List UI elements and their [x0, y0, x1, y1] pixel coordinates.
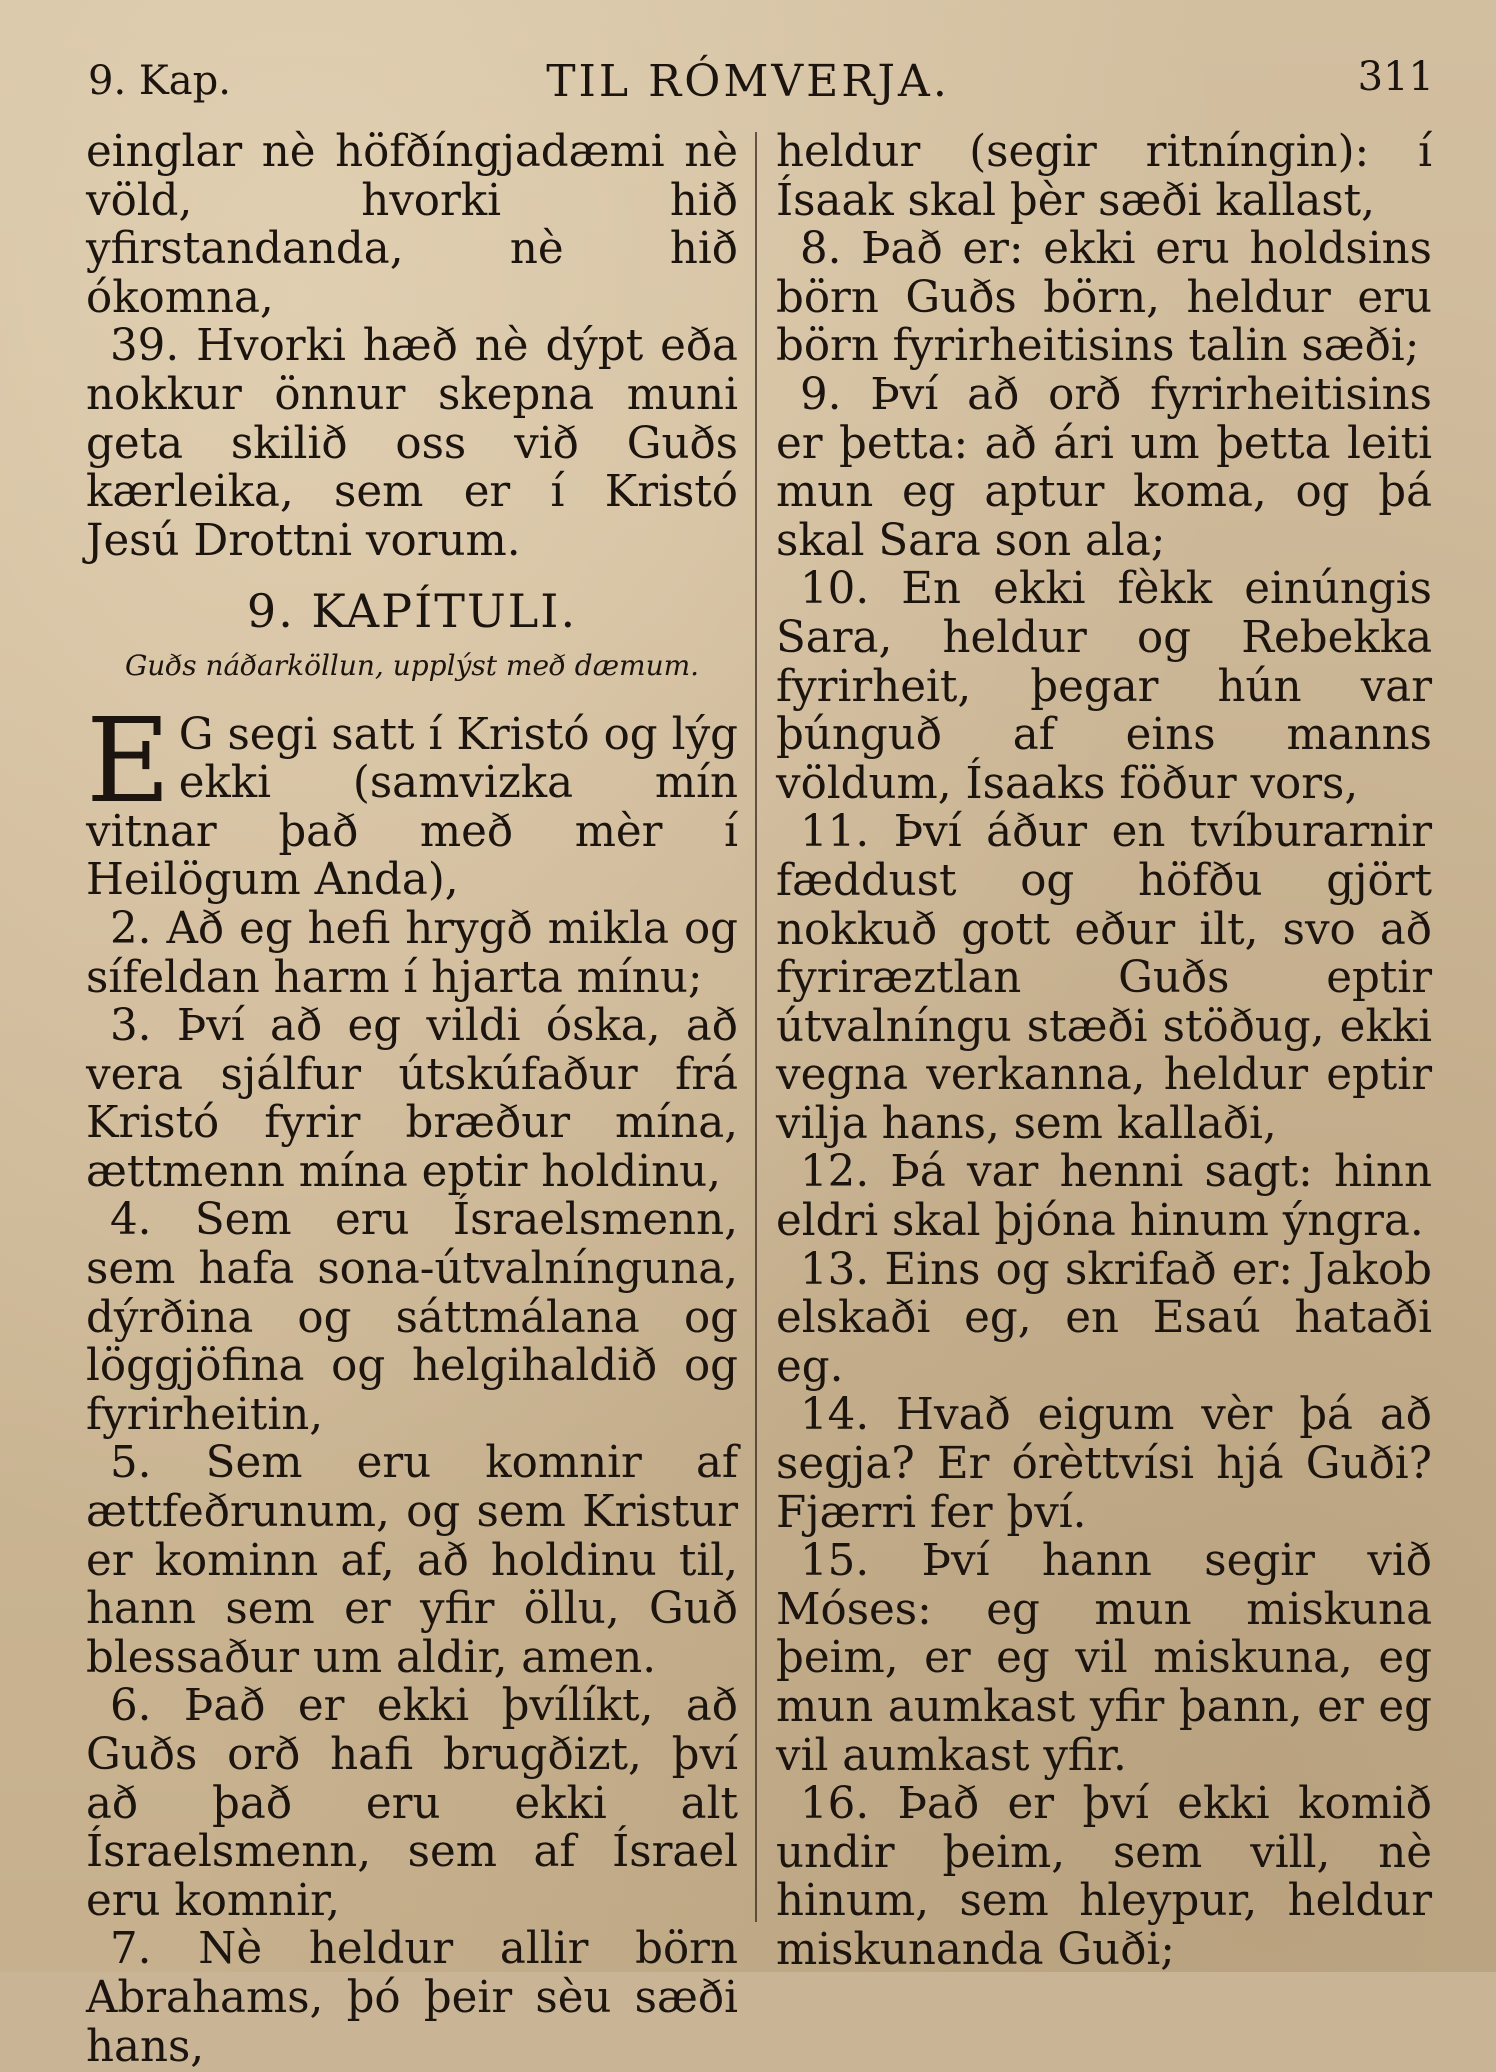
verse-3: 3. Því að eg vildi óska, að vera sjálfur útskúfaður frá Kristó fyrir bræður mína, ættmenn mína eptir holdinu, [86, 1001, 738, 1197]
verse-13: 13. Eins og skrifað er: Jakob elskaði eg, en Esaú hataði eg. [776, 1244, 1432, 1392]
verse-continuation: einglar nè höfðíngjadæmi nè völd, hvorki hið yfirstandanda, nè hið ókomna, [86, 127, 738, 323]
page-number: 311 [1357, 54, 1434, 100]
verse-9: 9. Því að orð fyrirheitisins er þetta: að ári um þetta leiti mun eg aptur koma, og þá skal Sara son ala; [776, 369, 1432, 566]
verse-1-text: G segi satt í Kristó og lýg ekki (samvizka mín vitnar það með mèr í Heilögum Anda), [86, 709, 738, 906]
verse-continuation: heldur (segir ritníngin): í Ísaak skal þèr sæði kallast, [776, 127, 1432, 226]
verse-2: 2. Að eg hefi hrygð mikla og sífeldan harm í hjarta mínu; [86, 903, 738, 1003]
verse-14: 14. Hvað eigum vèr þá að segja? Er órèttvísi hjá Guði? Fjærri fer því. [776, 1390, 1432, 1538]
running-head [0, 48, 1496, 118]
verse-4: 4. Sem eru Ísraelsmenn, sem hafa sona-útvalnínguna, dýrðina og sáttmálana og löggjöfina og helgihaldið og fyrirheitin, [86, 1195, 738, 1440]
right-column [776, 128, 1432, 1975]
left-column [86, 128, 738, 2071]
verse-15: 15. Því hann segir við Móses: eg mun miskuna þeim, er eg vil miskuna, eg mun aumkast yfir þann, er eg vil aumkast yfir. [776, 1536, 1432, 1781]
verse-1 [86, 693, 738, 906]
verse-10: 10. En ekki fèkk einúngis Sara, heldur og Rebekka fyrirheit, þegar hún var þúnguð af eins manns völdum, Ísaaks föður vors, [776, 564, 1432, 809]
verse-12: 12. Þá var henni sagt: hinn eldri skal þjóna hinum ýngra. [776, 1147, 1432, 1247]
book-title: TIL RÓMVERJA. [546, 56, 950, 107]
verse-16: 16. Það er því ekki komið undir þeim, sem vill, nè hinum, sem hleypur, heldur miskunanda Guði; [776, 1779, 1432, 1975]
verse-11: 11. Því áður en tvíburarnir fæddust og höfðu gjört nokkuð gott eður ilt, svo að fyriræztlan Guðs eptir útvalníngu stæði stöðug, ekki vegna verkanna, heldur eptir vilja hans, sem kallaði, [776, 807, 1432, 1149]
chapter-marker: 9. Kap. [88, 58, 231, 104]
chapter-heading: 9. KAPÍTULI. [246, 584, 578, 639]
verse-5: 5. Sem eru komnir af ættfeðrunum, og sem Kristur er kominn af, að holdinu til, hann sem er yfir öllu, Guð blessaður um aldir, amen. [86, 1438, 738, 1683]
verse-8: 8. Það er: ekki eru holdsins börn Guðs börn, heldur eru börn fyrirheitisins talin sæði; [776, 224, 1432, 372]
drop-cap: E [86, 693, 171, 829]
chapter-summary: Guðs náðarköllun, upplýst með dæmum. [124, 648, 700, 682]
verse-39: 39. Hvorki hæð nè dýpt eða nokkur önnur skepna muni geta skilið oss við Guðs kærleika, sem er í Kristó Jesú Drottni vorum. [86, 321, 738, 566]
column-divider [755, 132, 757, 1922]
verse-6: 6. Það er ekki þvílíkt, að Guðs orð hafi brugðizt, því að það eru ekki alt Ísraelsmenn, sem af Ísrael eru komnir, [86, 1681, 738, 1926]
verse-7: 7. Nè heldur allir börn Abrahams, þó þeir sèu sæði hans, [86, 1924, 738, 2072]
